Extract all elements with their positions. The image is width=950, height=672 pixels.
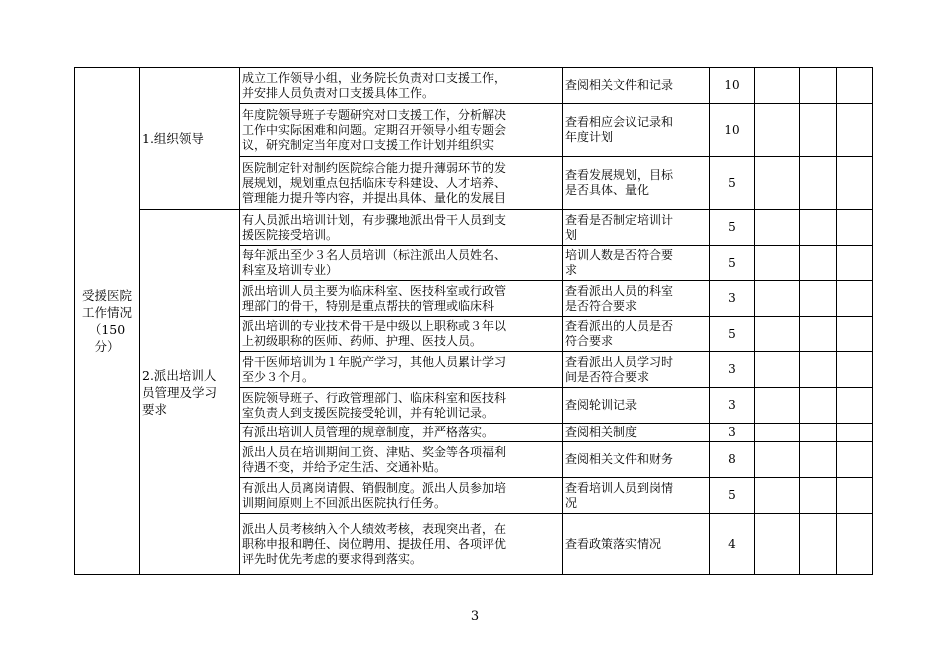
empty-cell [755,352,800,388]
empty-cell [800,157,837,210]
score-cell: 3 [710,388,755,424]
method-cell: 查看是否制定培训计 划 [563,210,710,246]
empty-cell [837,442,873,478]
method-cell: 查阅相关文件和记录 [563,68,710,104]
requirement-cell: 有派出人员离岗请假、销假制度。派出人员参加培 训期间原则上不回派出医院执行任务。 [240,478,563,514]
requirement-cell: 派出人员考核纳入个人绩效考核，表现突出者，在 职称申报和聘任、岗位聘用、提拔任用、各项评优 评先时优先考虑的要求得到落实。 [240,514,563,575]
group-label: 2.派出培训人 员管理及学习 要求 [140,210,240,575]
requirement-cell: 派出培训人员主要为临床科室、医技科室或行政管 理部门的骨干，特别是重点帮扶的管理或临床科 [240,281,563,317]
method-cell: 查看派出人员的科室 是否符合要求 [563,281,710,317]
method-cell: 查看政策落实情况 [563,514,710,575]
empty-cell [755,246,800,281]
method-cell: 查看相应会议记录和 年度计划 [563,104,710,157]
empty-cell [755,210,800,246]
method-cell: 查阅相关文件和财务 [563,442,710,478]
group-label: 1.组织领导 [140,68,240,210]
empty-cell [800,246,837,281]
empty-cell [800,388,837,424]
empty-cell [837,352,873,388]
method-cell: 查阅轮训记录 [563,388,710,424]
page-number: 3 [470,609,480,624]
method-cell: 查阅相关制度 [563,424,710,442]
empty-cell [837,514,873,575]
empty-cell [800,210,837,246]
empty-cell [837,317,873,352]
empty-cell [837,157,873,210]
method-cell: 查看发展规划，目标 是否具体、量化 [563,157,710,210]
evaluation-table [74,67,873,575]
requirement-cell: 派出培训的专业技术骨干是中级以上职称或３年以 上初级职称的医师、药师、护理、医技人员。 [240,317,563,352]
score-cell: 10 [710,68,755,104]
requirement-cell: 派出人员在培训期间工资、津贴、奖金等各项福利 待遇不变，并给予定生活、交通补贴。 [240,442,563,478]
category-cell: 受援医院 工作情况 （150 分） [75,68,140,575]
score-cell: 5 [710,210,755,246]
empty-cell [837,210,873,246]
table-row [75,210,873,246]
empty-cell [837,478,873,514]
score-cell: 5 [710,157,755,210]
method-cell: 查看培训人员到岗情 况 [563,478,710,514]
empty-cell [755,478,800,514]
score-cell: 3 [710,352,755,388]
empty-cell [755,68,800,104]
requirement-cell: 每年派出至少３名人员培训（标注派出人员姓名、 科室及培训专业） [240,246,563,281]
empty-cell [755,157,800,210]
empty-cell [755,424,800,442]
score-cell: 10 [710,104,755,157]
empty-cell [755,104,800,157]
empty-cell [837,388,873,424]
empty-cell [837,68,873,104]
requirement-cell: 有派出培训人员管理的规章制度，并严格落实。 [240,424,563,442]
empty-cell [800,68,837,104]
empty-cell [837,281,873,317]
method-cell: 培训人数是否符合要 求 [563,246,710,281]
empty-cell [837,104,873,157]
empty-cell [800,281,837,317]
empty-cell [800,514,837,575]
score-cell: 5 [710,246,755,281]
empty-cell [800,424,837,442]
empty-cell [837,424,873,442]
empty-cell [800,352,837,388]
requirement-cell: 有人员派出培训计划，有步骤地派出骨干人员到支 援医院接受培训。 [240,210,563,246]
empty-cell [800,104,837,157]
score-cell: 5 [710,478,755,514]
requirement-cell: 成立工作领导小组，业务院长负责对口支援工作， 并安排人员负责对口支援具体工作。 [240,68,563,104]
method-cell: 查看派出的人员是否 符合要求 [563,317,710,352]
empty-cell [800,317,837,352]
table-row [75,68,873,104]
empty-cell [837,246,873,281]
empty-cell [755,514,800,575]
score-cell: 5 [710,317,755,352]
empty-cell [800,442,837,478]
score-cell: 3 [710,424,755,442]
score-cell: 4 [710,514,755,575]
method-cell: 查看派出人员学习时 间是否符合要求 [563,352,710,388]
empty-cell [755,442,800,478]
score-cell: 3 [710,281,755,317]
requirement-cell: 年度院领导班子专题研究对口支援工作，分析解决 工作中实际困难和问题。定期召开领导小组专题会 议，研究制定当年度对口支援工作计划并组织实 [240,104,563,157]
requirement-cell: 医院领导班子、行政管理部门、临床科室和医技科 室负责人到支援医院接受轮训，并有轮训记录。 [240,388,563,424]
requirement-cell: 骨干医师培训为１年脱产学习，其他人员累计学习 至少３个月。 [240,352,563,388]
score-cell: 8 [710,442,755,478]
empty-cell [755,388,800,424]
empty-cell [800,478,837,514]
requirement-cell: 医院制定针对制约医院综合能力提升薄弱环节的发 展规划，规划重点包括临床专科建设、人才培养、 管理能力提升等内容，并提出具体、量化的发展目 [240,157,563,210]
empty-cell [755,317,800,352]
empty-cell [755,281,800,317]
